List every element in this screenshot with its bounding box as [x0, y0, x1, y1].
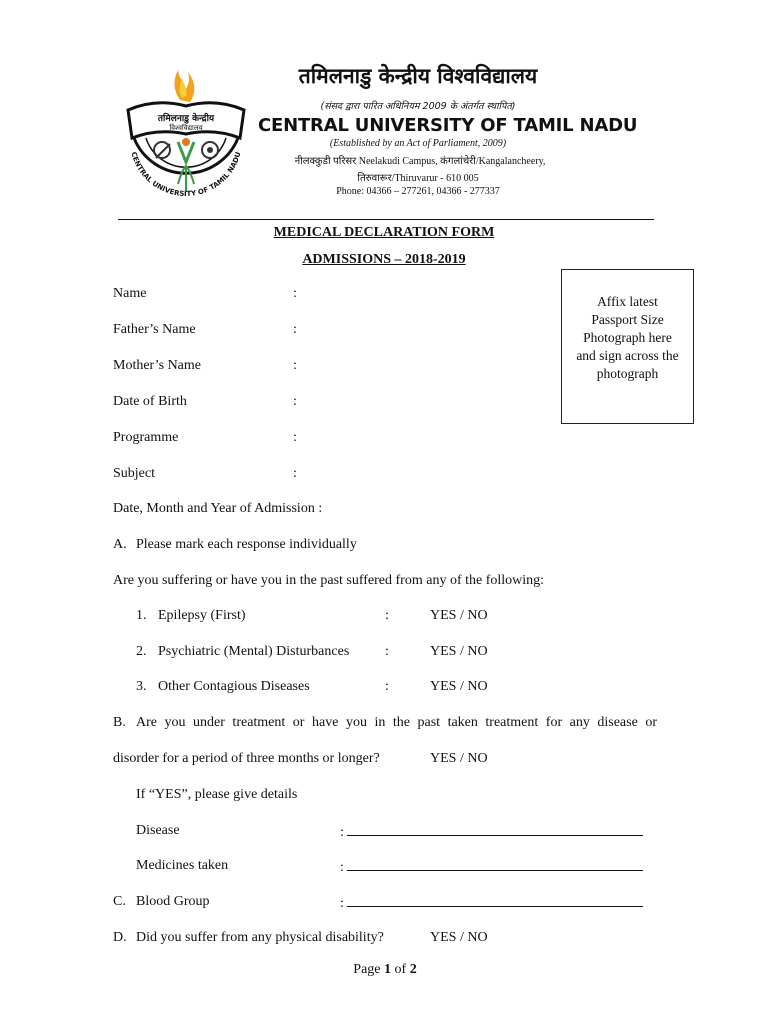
section-a-question: Are you suffering or have you in the past suffered from any of the following: — [113, 573, 545, 588]
logo-ring-text: CENTRAL UNIVERSITY OF TAMIL NADU — [129, 150, 243, 199]
item-number: 3. — [136, 679, 147, 694]
field-colon: : — [340, 825, 344, 840]
photo-box-line: Affix latest — [597, 294, 658, 309]
disease-input[interactable] — [347, 823, 643, 836]
hindi-title: तमिलनाडु केन्द्रीय विश्वविद्यालय — [298, 64, 538, 88]
item-number: 1. — [136, 608, 147, 623]
section-a-text: Please mark each response individually — [136, 537, 357, 552]
section-b-line-1: Are you under treatment or have you in the past taken treatment for any disease or — [136, 715, 657, 730]
medicines-input[interactable] — [347, 858, 643, 871]
if-yes-text: If “YES”, please give details — [136, 787, 298, 802]
photo-box[interactable] — [561, 269, 694, 424]
field-label-name: Name — [113, 286, 147, 301]
blood-group-input[interactable] — [347, 894, 643, 907]
section-d-marker: D. — [113, 930, 127, 945]
section-b-marker: B. — [113, 715, 126, 730]
university-logo — [112, 66, 260, 214]
photo-box-line: Photograph here — [583, 330, 672, 345]
field-colon: : — [293, 466, 297, 481]
disease-label: Disease — [136, 823, 180, 838]
treatment-yes-no[interactable]: YES / NO — [430, 751, 488, 766]
blood-group-row — [340, 894, 643, 912]
item-label-psychiatric: Psychiatric (Mental) Disturbances — [158, 644, 350, 659]
date-of-birth-input[interactable] — [305, 390, 545, 412]
father-name-input[interactable] — [305, 318, 545, 340]
page-current: 1 — [384, 962, 392, 977]
photo-box-line: and sign across the — [576, 348, 679, 363]
page-word: Page — [353, 962, 381, 977]
disease-row — [340, 823, 643, 841]
address-line-1: नीलक्कुडी परिसर Neelakudi Campus, कंगलांचेरी/Kangalancheery, — [294, 156, 546, 167]
section-a-marker: A. — [113, 537, 127, 552]
programme-input[interactable] — [305, 426, 605, 448]
item-number: 2. — [136, 644, 147, 659]
medicines-label: Medicines taken — [136, 858, 229, 873]
header-divider — [118, 219, 654, 220]
english-title: CENTRAL UNIVERSITY OF TAMIL NADU — [258, 115, 638, 136]
field-colon: : — [293, 358, 297, 373]
field-label-programme: Programme — [113, 430, 179, 445]
disability-yes-no[interactable]: YES / NO — [430, 930, 488, 945]
logo-text-bottom: विश्वविद्यालय — [169, 124, 203, 132]
field-colon: : — [293, 430, 297, 445]
address-line-2: तिरुवारूर/Thiruvarur - 610 005 — [357, 173, 479, 184]
name-input[interactable] — [305, 282, 545, 304]
item-colon: : — [385, 679, 389, 694]
admission-date-label: Date, Month and Year of Admission : — [113, 501, 323, 516]
item-label-contagious: Other Contagious Diseases — [158, 679, 310, 694]
field-label-subject: Subject — [113, 466, 155, 481]
photo-box-line: Passport Size — [591, 312, 664, 327]
item-label-epilepsy: Epilepsy (First) — [158, 608, 246, 623]
form-subtitle: ADMISSIONS – 2018-2019 — [302, 252, 466, 267]
blood-group-label: Blood Group — [136, 894, 210, 909]
mother-name-input[interactable] — [305, 354, 545, 376]
of-word: of — [394, 962, 407, 977]
section-b-line-2: disorder for a period of three months or longer? — [113, 751, 380, 766]
field-colon: : — [293, 394, 297, 409]
admission-date-input[interactable] — [350, 497, 630, 519]
psychiatric-yes-no[interactable]: YES / NO — [430, 644, 488, 659]
epilepsy-yes-no[interactable]: YES / NO — [430, 608, 488, 623]
page-number — [300, 962, 470, 978]
section-c-marker: C. — [113, 894, 126, 909]
field-colon: : — [340, 896, 344, 911]
item-colon: : — [385, 608, 389, 623]
item-colon: : — [385, 644, 389, 659]
phone-line: Phone: 04366 – 277261, 04366 - 277337 — [336, 186, 500, 197]
medicines-row — [340, 858, 643, 876]
subject-input[interactable] — [305, 462, 605, 484]
field-label-father-name: Father’s Name — [113, 322, 196, 337]
field-colon: : — [340, 860, 344, 875]
field-label-mother-name: Mother’s Name — [113, 358, 201, 373]
field-label-date-of-birth: Date of Birth — [113, 394, 187, 409]
photo-box-line: photograph — [596, 366, 659, 381]
hindi-subtitle: (संसद द्वारा पारित अधिनियम 2009 के अंतर्गत स्थापित) — [320, 101, 516, 112]
disability-label: Did you suffer from any physical disability? — [136, 930, 384, 945]
field-colon: : — [293, 286, 297, 301]
english-subtitle: (Established by an Act of Parliament, 2009) — [329, 138, 507, 149]
form-title: MEDICAL DECLARATION FORM — [273, 225, 495, 240]
page-total: 2 — [409, 962, 417, 977]
logo-text-top: तमिलनाडु केन्द्रीय — [157, 114, 215, 124]
field-colon: : — [293, 322, 297, 337]
contagious-yes-no[interactable]: YES / NO — [430, 679, 488, 694]
